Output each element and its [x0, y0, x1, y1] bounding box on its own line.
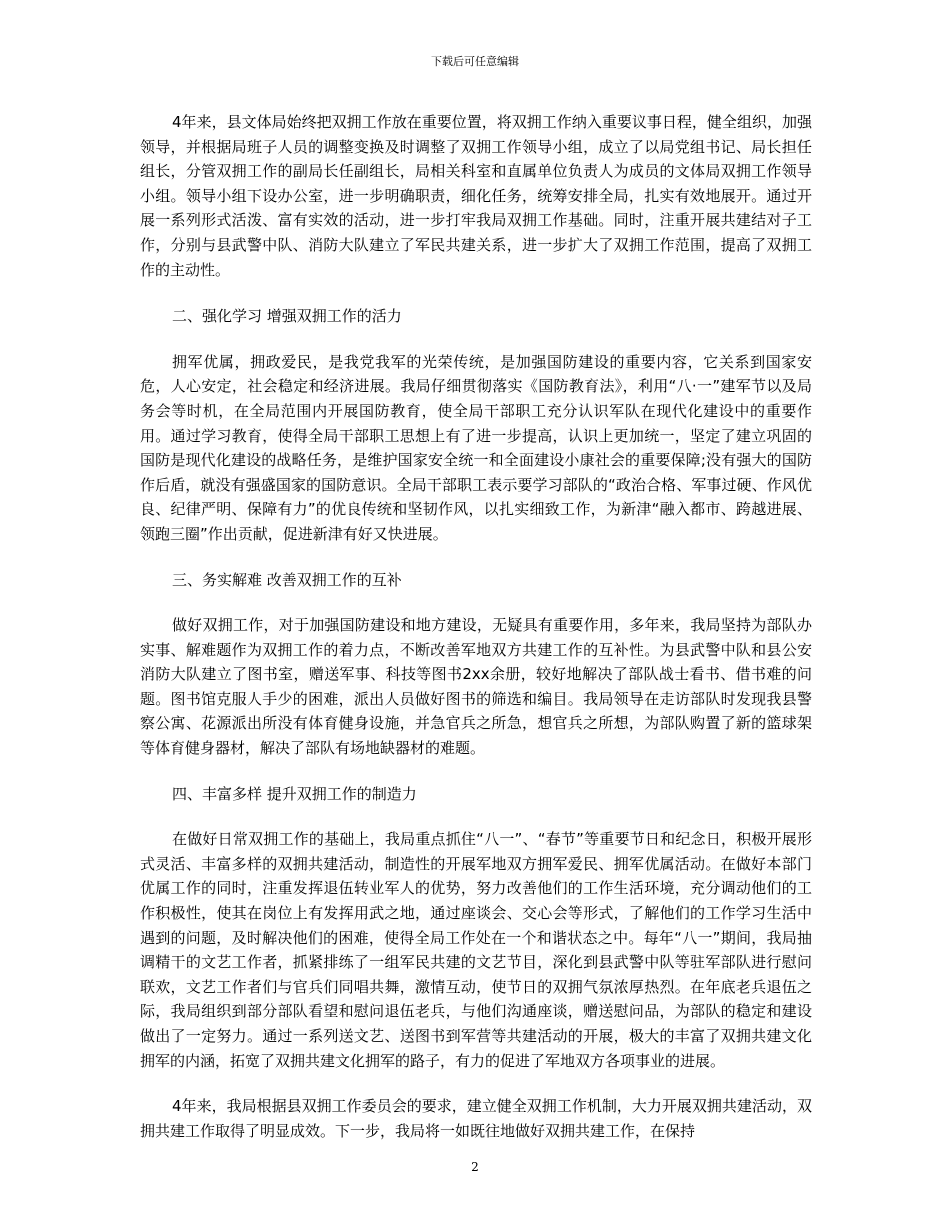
page-number: 2: [471, 1160, 479, 1174]
paragraph-conclusion: 4年来，我局根据县双拥工作委员会的要求，建立健全双拥工作机制，大力开展双拥共建活动，双拥共建工作取得了明显成效。下一步，我局将一如既往地做好双拥共建工作，在保持: [140, 1097, 812, 1140]
document-body: [140, 110, 812, 1143]
paragraph-section-4: 在做好日常双拥工作的基础上，我局重点抓住“八一”、“春节”等重要节日和纪念日，积极开展形式灵活、丰富多样的双拥共建活动，制造性的开展军地双方拥军爱民、拥军优属活动。在做好本部门优属工作的同时，注重发挥退伍转业军人的优势，努力改善他们的工作生活环境，充分调动他们的工作积极性，使其在岗位上有发挥用武之地，通过座谈会、交心会等形式，了解他们的工作学习生活中遇到的问题，及时解决他们的困难，使得全局工作处在一个和谐状态之中。每年“八一”期间，我局抽调精干的文艺工作者，抓紧排练了一组军民共建的文艺节目，深化到县武警中队等驻军部队进行慰问联欢，文艺工作者们与官兵们同唱共舞，激情互动，使节日的双拥气氛浓厚热烈。在年底老兵退伍之际，我局组织到部分部队看望和慰问退伍老兵，与他们沟通座谈，赠送慰问品，为部队的稳定和建设做出了一定努力。通过一系列送文艺、送图书到军营等共建活动的开展，极大的丰富了双拥共建文化拥军的内涵，拓宽了双拥共建文化拥军的路子，有力的促进了军地双方各项事业的进展。: [140, 830, 812, 1070]
paragraph-section-2: 拥军优属，拥政爱民，是我党我军的光荣传统，是加强国防建设的重要内容，它关系到国家安危，人心安定，社会稳定和经济进展。我局仔细贯彻落实《国防教育法》，利用“八·一”建军节以及局务会等时机，在全局范围内开展国防教育，使全局干部职工充分认识军队在现代化建设中的重要作用。通过学习教育，使得全局干部职工思想上有了进一步提高，认识上更加统一，坚定了建立巩固的国防是现代化建设的战略任务，是维护国家安全统一和全面建设小康社会的重要保障;没有强大的国防作后盾，就没有强盛国家的国防意识。全局干部职工表示要学习部队的“政治合格、军事过硬、作风优良、纪律严明、保障有力”的优良传统和坚韧作风，以扎实细致工作，为新津“融入都市、跨越进展、领跑三圈”作出贡献，促进新津有好又快进展。: [140, 352, 812, 543]
section-heading-4: 四、丰富多样 提升双拥工作的制造力: [172, 784, 417, 803]
paragraph-intro: 4年来，县文体局始终把双拥工作放在重要位置，将双拥工作纳入重要议事日程，健全组织，加强领导，并根据局班子人员的调整变换及时调整了双拥工作领导小组，成立了以局党组书记、局长担任组长，分管双拥工作的副局长任副组长，局相关科室和直属单位负责人为成员的文体局双拥工作领导小组。领导小组下设办公室，进一步明确职责，细化任务，统筹安排全局，扎实有效地展开。通过开展一系列形式活泼、富有实效的活动，进一步打牢我局双拥工作基础。同时，注重开展共建结对子工作，分别与县武警中队、消防大队建立了军民共建关系，进一步扩大了双拥工作范围，提高了双拥工作的主动性。: [140, 113, 812, 279]
section-heading-2: 二、强化学习 增强双拥工作的活力: [172, 307, 402, 326]
section-heading-3: 三、务实解难 改善双拥工作的互补: [172, 570, 402, 589]
paragraph-section-3: 做好双拥工作，对于加强国防建设和地方建设，无疑具有重要作用，多年来，我局坚持为部队办实事、解难题作为双拥工作的着力点，不断改善军地双方共建工作的互补性。为县武警中队和县公安消防大队建立了图书室，赠送军事、科技等图书2xx余册，较好地解决了部队战士看书、借书难的问题。图书馆克服人手少的困难，派出人员做好图书的筛选和编目。我局领导在走访部队时发现我县警察公寓、花源派出所没有体育健身设施，并急官兵之所急，想官兵之所想，为部队购置了新的篮球架等体育健身器材，解决了部队有场地缺器材的难题。: [140, 616, 812, 758]
page-header: 下载后可任意编辑: [431, 55, 519, 68]
